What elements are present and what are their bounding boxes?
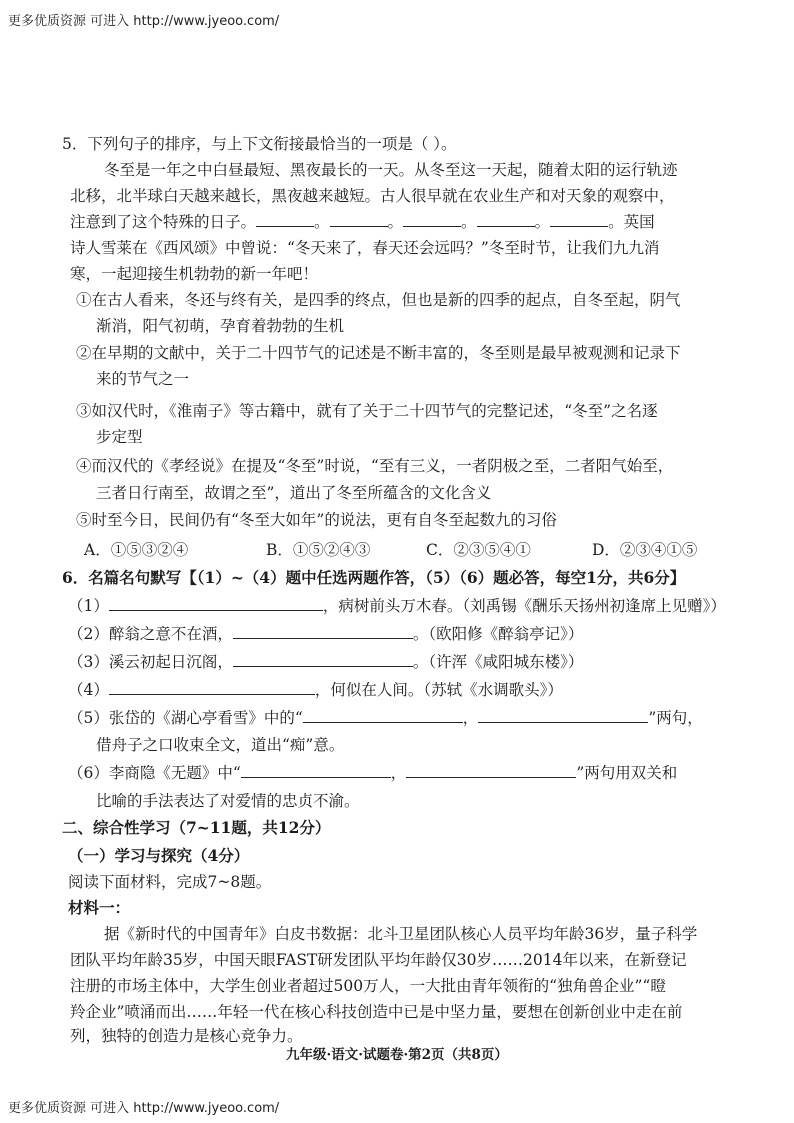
q6-stem: 6．名篇名句默写【（1）~（4）题中任选两题作答，（5）（6）题必答，每空1分，共6分】 <box>62 568 686 587</box>
q6-blank-6a[interactable] <box>241 763 391 778</box>
q6-sub-1: （1） ，病树前头万木春。（刘禹锡《酬乐天扬州初逢席上见赠》） <box>68 597 726 615</box>
page-footer: 九年级·语文·试题卷·第2页（共8页） <box>286 1047 508 1063</box>
q6-blank-2[interactable] <box>233 624 413 639</box>
q5-blank-4[interactable] <box>477 212 535 227</box>
q5-item-3-cont: 步定型 <box>96 428 143 446</box>
q5-blank-5[interactable] <box>550 212 608 227</box>
material-1-line-1: 据《新时代的中国青年》白皮书数据：北斗卫星团队核心人员平均年龄36岁，量子科学 <box>104 925 698 943</box>
section-2-title: 二、综合性学习（7~11题，共12分） <box>62 818 331 837</box>
q5-passage-line-3: 注意到了这个特殊的日子。 。 。 。 。 。英国 <box>70 213 655 231</box>
q5-stem: 5．下列句子的排序，与上下文衔接最恰当的一项是（ ）。 <box>62 135 457 153</box>
q5-passage-line-2: 北移，北半球白天越来越长，黑夜越来越短。古人很早就在农业生产和对天象的观察中， <box>70 187 675 205</box>
section-2-instruction: 阅读下面材料，完成7~8题。 <box>68 873 272 891</box>
material-1-title: 材料一： <box>68 898 131 917</box>
q6-sub-6-cont: 比喻的手法表达了对爱情的忠贞不渝。 <box>96 792 360 810</box>
q5-option-c[interactable]: C．②③⑤④① <box>426 541 531 559</box>
q6-sub-5-cont: 借舟子之口收束全文，道出“痴”意。 <box>96 736 345 754</box>
q6-blank-6b[interactable] <box>406 763 576 778</box>
q6-blank-4[interactable] <box>109 680 315 695</box>
q5-blank-3[interactable] <box>403 212 461 227</box>
material-1-line-2: 团队平均年龄35岁，中国天眼FAST研发团队平均年龄仅30岁……2014年以来，在新登记 <box>70 951 687 969</box>
watermark-top: 更多优质资源 可进入 http://www.jyeoo.com/ <box>8 14 280 29</box>
q5-item-4: ④而汉代的《孝经说》在提及“冬至”时说，“至有三义，一者阴极之至，二者阳气始至， <box>76 457 674 475</box>
q5-blank-1[interactable] <box>256 212 314 227</box>
material-1-line-5: 列，独特的创造力是核心竞争力。 <box>70 1027 303 1045</box>
q6-sub-5: （5）张岱的《湖心亭看雪》中的“ ， ”两句， <box>68 709 703 727</box>
q5-option-a[interactable]: A．①⑤③②④ <box>84 541 189 559</box>
q5-item-1: ①在古人看来，冬还与终有关，是四季的终点，但也是新的四季的起点，自冬至起，阴气 <box>76 291 681 309</box>
q5-item-2-cont: 来的节气之一 <box>96 370 190 388</box>
q6-blank-1[interactable] <box>109 596 323 611</box>
q6-sub-4: （4） ，何似在人间。（苏轼《水调歌头》） <box>68 681 563 699</box>
q5-passage-line-4: 诗人雪莱在《西风颂》中曾说：“冬天来了，春天还会远吗？”冬至时节，让我们九九消 <box>70 239 660 257</box>
material-1-line-4: 羚企业”喷涌而出……年轻一代在核心科技创造中已是中坚力量，要想在创新创业中走在前 <box>70 1003 683 1021</box>
q6-sub-2: （2）醉翁之意不在酒， 。（欧阳修《醉翁亭记》） <box>68 625 584 643</box>
q6-blank-3[interactable] <box>233 652 413 667</box>
q6-sub-3: （3）溪云初起日沉阁， 。（许浑《咸阳城东楼》） <box>68 653 584 671</box>
watermark-bottom: 更多优质资源 可进入 http://www.jyeoo.com/ <box>8 1101 280 1116</box>
q5-item-2: ②在早期的文献中，关于二十四节气的记述是不断丰富的，冬至则是最早被观测和记录下 <box>76 344 681 362</box>
q6-blank-5b[interactable] <box>478 708 648 723</box>
q5-item-3: ③如汉代时，《淮南子》等古籍中，就有了关于二十四节气的完整记述，“冬至”之名逐 <box>76 402 658 420</box>
q6-blank-5a[interactable] <box>303 708 463 723</box>
q6-sub-6: （6）李商隐《无题》中“ ， ”两句用双关和 <box>68 764 678 782</box>
q5-passage-line-1: 冬至是一年之中白昼最短、黑夜最长的一天。从冬至这一天起，随着太阳的运行轨迹 <box>104 161 678 179</box>
material-1-line-3: 注册的市场主体中，大学生创业者超过500万人，一大批由青年领衔的“独角兽企业”“瞪 <box>70 977 666 995</box>
q5-blank-2[interactable] <box>330 212 388 227</box>
section-2-sub-1: （一）学习与探究（4分） <box>68 846 250 865</box>
q5-item-1-cont: 渐消，阳气初萌，孕育着勃勃的生机 <box>96 317 345 335</box>
q5-passage-line-5: 寒，一起迎接生机勃勃的新一年吧！ <box>70 265 319 283</box>
q5-option-b[interactable]: B．①⑤②④③ <box>266 541 371 559</box>
q5-item-5: ⑤时至今日，民间仍有“冬至大如年”的说法，更有自冬至起数九的习俗 <box>76 511 557 529</box>
q5-item-4-cont: 三者日行南至，故谓之至”，道出了冬至所蕴含的文化含义 <box>96 484 492 502</box>
q5-option-d[interactable]: D．②③④①⑤ <box>592 541 698 559</box>
